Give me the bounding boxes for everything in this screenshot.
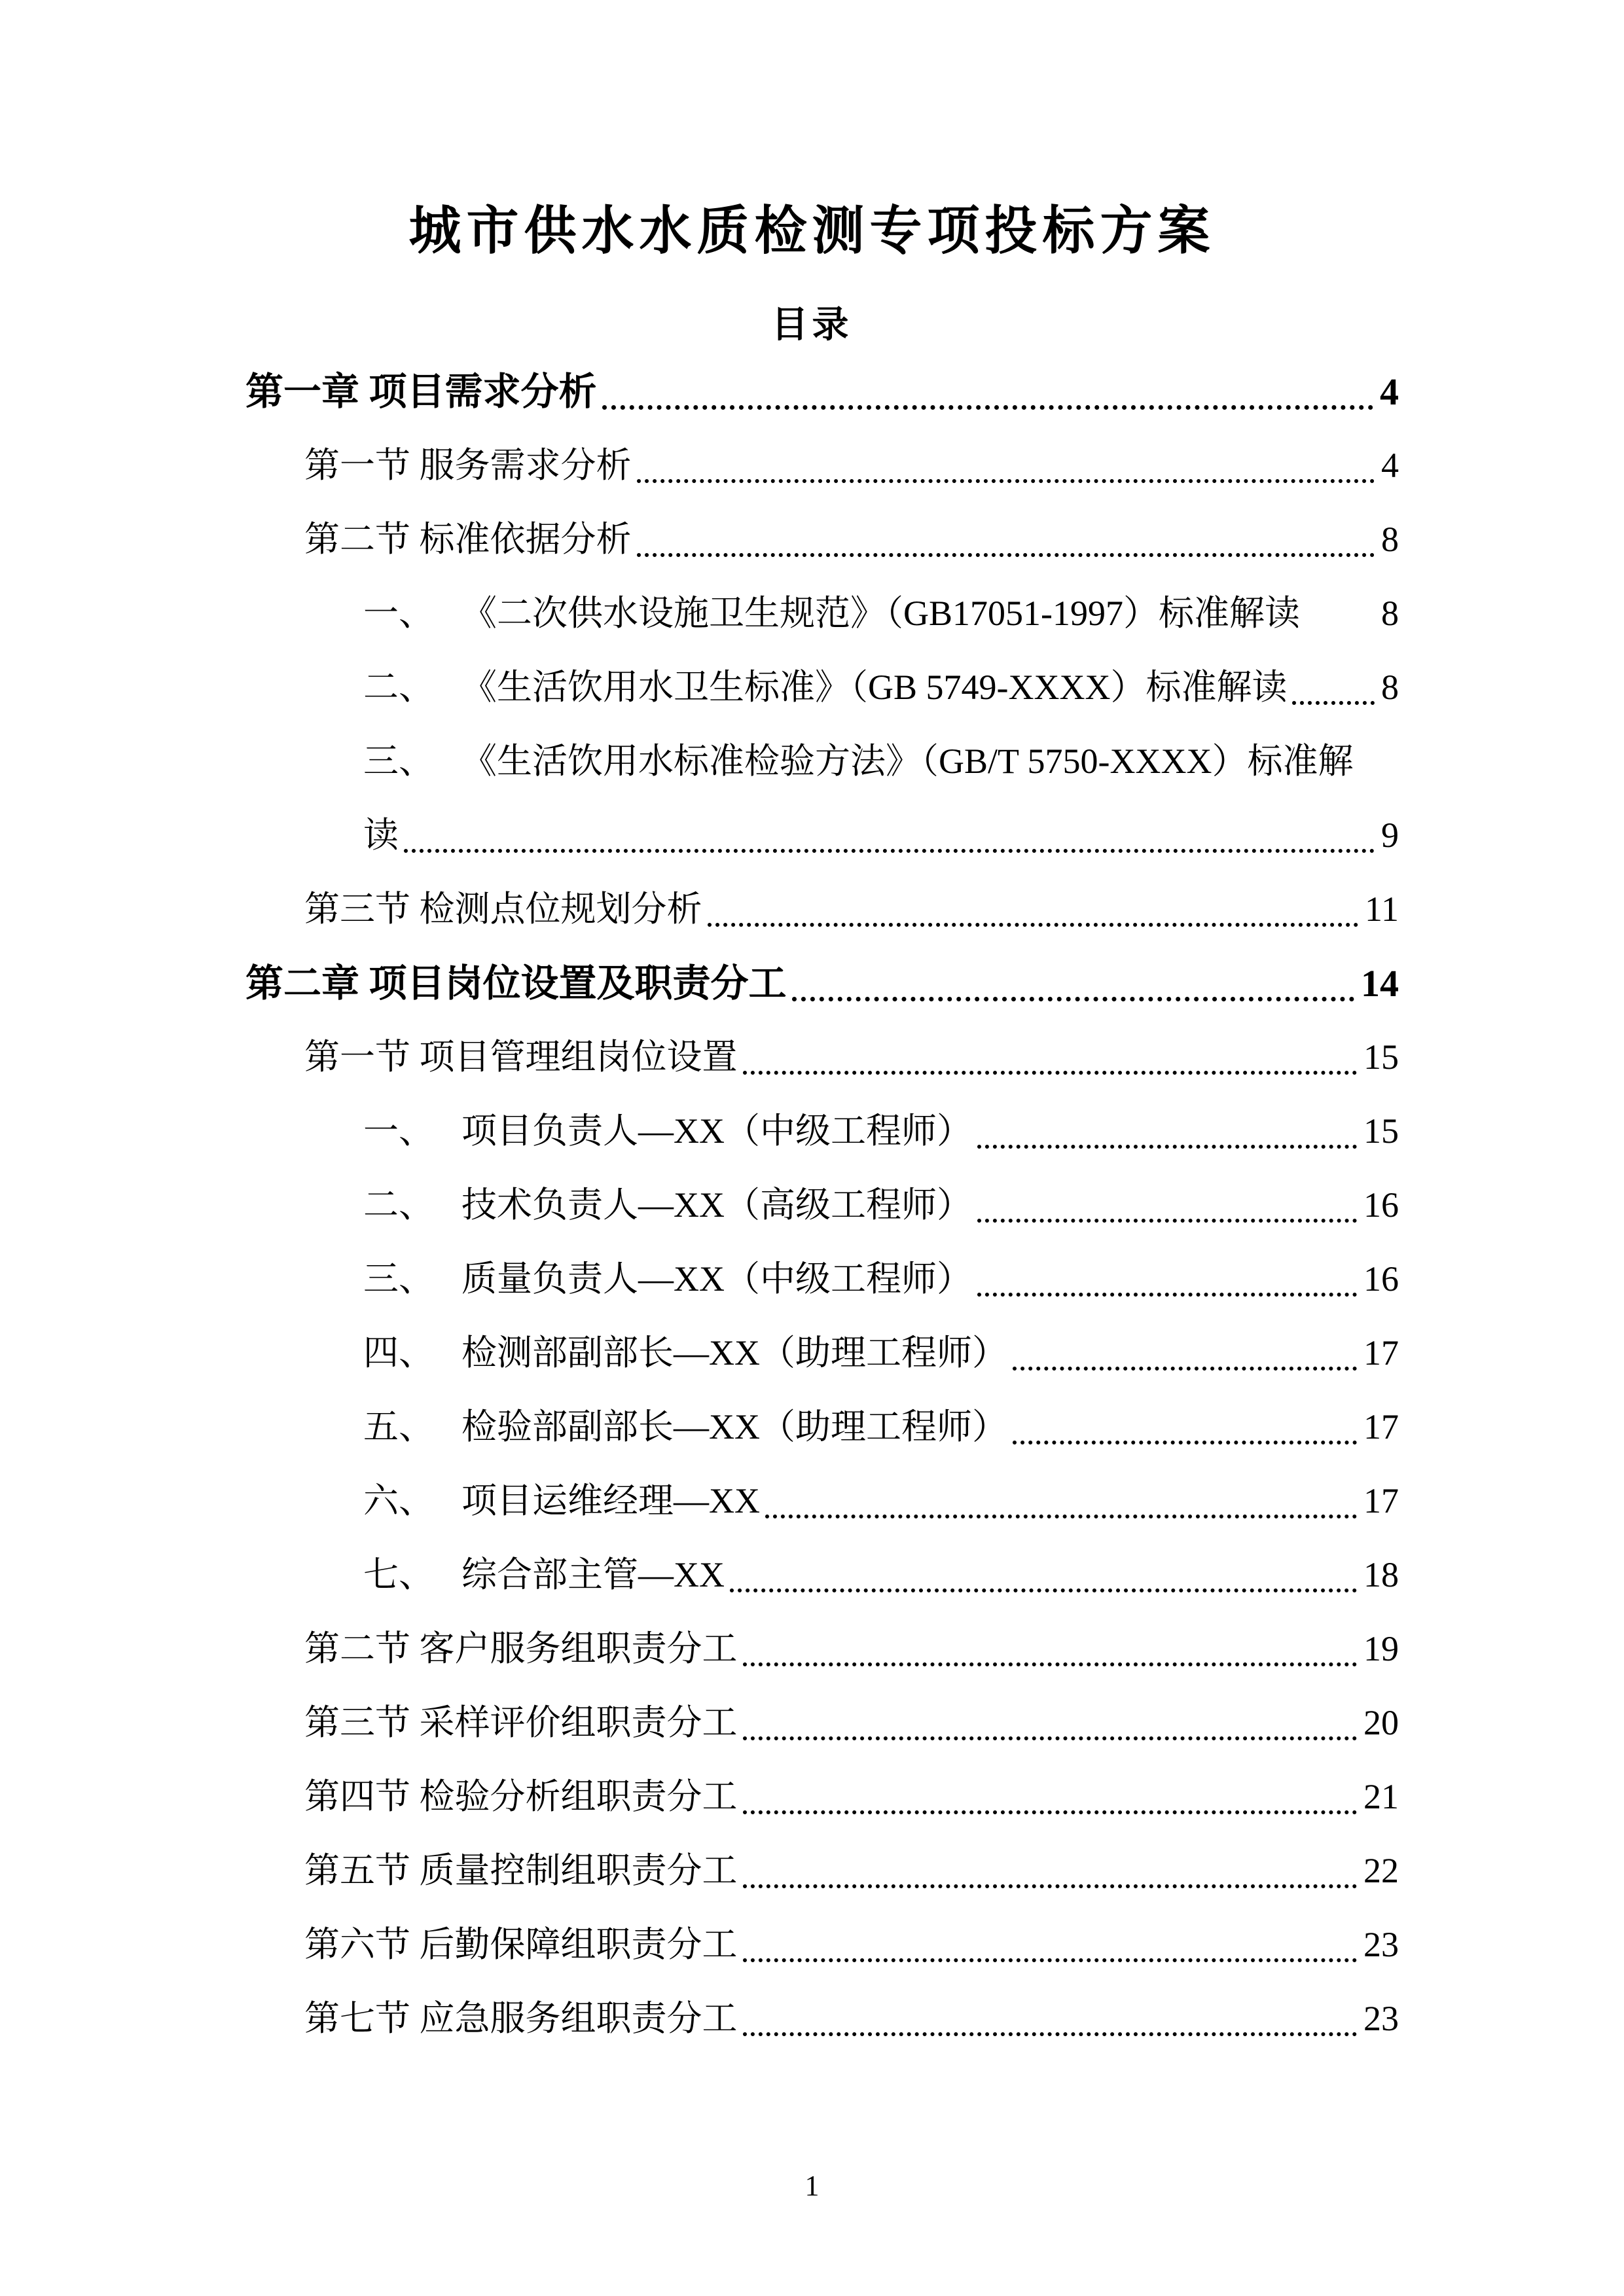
toc-entry-page-number: 23 [1363,1925,1399,1964]
toc-entry-page-number: 15 [1363,1111,1399,1151]
toc-entry-label: 第一章 项目需求分析 [245,370,597,413]
toc-heading: 目录 [771,305,853,346]
toc-entry[interactable] [245,1834,1399,1908]
toc-entry-page-number: 20 [1363,1703,1399,1742]
toc-entry-label: 第三节 采样评价组职责分工 [304,1703,738,1742]
toc-entry[interactable] [245,429,1399,503]
dot-leader [977,1094,1357,1149]
toc-entry-marker: 二、 [363,1185,434,1225]
toc-entry[interactable] [245,798,1399,872]
toc-entry-page-number: 15 [1363,1037,1399,1077]
toc-entry-label: 检测部副部长—XX（助理工程师） [461,1333,1007,1372]
toc-entry-label: 第七节 应急服务组职责分工 [304,1999,738,2038]
toc-entry[interactable] [245,725,1399,798]
dot-leader [743,1908,1358,1962]
toc-entry[interactable] [245,1242,1399,1316]
dot-leader [404,798,1375,853]
toc-entry-label: 第六节 后勤保障组职责分工 [304,1925,738,1964]
dot-leader [743,1982,1358,2036]
toc-entry-page-number: 18 [1363,1555,1399,1594]
toc-entry-page-number: 17 [1363,1333,1399,1372]
toc-entry-page-number: 14 [1361,962,1399,1005]
dot-leader [743,1020,1358,1075]
footer-page-number: 1 [804,2170,820,2202]
toc-entry[interactable] [245,651,1399,725]
toc-entry-page-number: 8 [1381,668,1399,707]
toc-entry[interactable] [245,1982,1399,2056]
toc-entry-marker: 一、 [363,1111,434,1151]
toc-entry-page-number: 17 [1363,1481,1399,1520]
toc-entry-marker: 七、 [363,1555,434,1594]
toc-entry[interactable] [245,1686,1399,1760]
toc-entry-label: 第二节 客户服务组职责分工 [304,1629,738,1668]
toc-list [245,355,1399,2056]
toc-entry-page-number: 4 [1381,446,1399,485]
toc-entry-label: 第一节 服务需求分析 [304,446,632,485]
toc-entry-marker: 六、 [363,1481,434,1520]
toc-entry-marker: 一、 [363,594,434,633]
toc-entry-marker: 四、 [363,1333,434,1372]
dot-leader [730,1538,1357,1592]
toc-entry[interactable] [245,577,1399,651]
toc-entry-page-number: 9 [1381,816,1399,855]
toc-entry-label: 第四节 检验分析组职责分工 [304,1777,738,1816]
toc-entry-marker: 三、 [363,1259,434,1299]
toc-entry-label: 第二节 标准依据分析 [304,520,632,559]
toc-entry[interactable] [245,1168,1399,1242]
toc-entry-label: 《二次供水设施卫生规范》（GB17051-1997）标准解读 [461,594,1300,633]
toc-entry-page-number: 8 [1381,594,1399,633]
dot-leader [743,1686,1358,1740]
toc-entry-page-number: 16 [1363,1185,1399,1225]
toc-entry-label: 技术负责人—XX（高级工程师） [461,1185,972,1225]
toc-entry[interactable] [245,1908,1399,1982]
toc-entry-label: 检验部副部长—XX（助理工程师） [461,1407,1007,1446]
dot-leader [637,503,1375,557]
toc-entry-marker: 三、 [363,742,434,781]
toc-entry-page-number: 19 [1363,1629,1399,1668]
toc-entry[interactable] [245,1760,1399,1834]
toc-entry-label: 质量负责人—XX（中级工程师） [461,1259,972,1299]
dot-leader [765,1464,1357,1518]
toc-entry-label: 《生活饮用水标准检验方法》（GB/T 5750-XXXX）标准解 [461,742,1354,781]
toc-entry[interactable] [245,1464,1399,1538]
dot-leader [792,946,1354,1001]
toc-entry-page-number: 22 [1363,1851,1399,1890]
dot-leader [743,1760,1358,1814]
toc-entry-page-number: 17 [1363,1407,1399,1446]
toc-entry-label: 第五节 质量控制组职责分工 [304,1851,738,1890]
dot-leader [977,1168,1357,1223]
dot-leader [977,1242,1357,1297]
dot-leader [708,872,1359,927]
toc-entry-label: 读 [363,816,399,855]
toc-entry[interactable] [245,1612,1399,1686]
toc-entry-page-number: 11 [1365,889,1399,929]
document-title: 城市供水水质检测专项投标方案 [408,203,1216,260]
toc-entry[interactable] [245,1538,1399,1612]
toc-entry-label: 第二章 项目岗位设置及职责分工 [245,962,787,1005]
toc-entry-page-number: 23 [1363,1999,1399,2038]
toc-entry-label: 第一节 项目管理组岗位设置 [304,1037,738,1077]
dot-leader [1013,1316,1357,1371]
toc-entry-marker: 五、 [363,1407,434,1446]
toc-entry-marker: 二、 [363,668,434,707]
toc-entry-page-number: 4 [1380,370,1399,413]
dot-leader [743,1612,1358,1666]
toc-entry-label: 《生活饮用水卫生标准》（GB 5749-XXXX）标准解读 [461,668,1288,707]
toc-entry[interactable] [245,872,1399,946]
toc-entry[interactable] [245,1020,1399,1094]
toc-entry-page-number: 21 [1363,1777,1399,1816]
toc-entry-page-number: 16 [1363,1259,1399,1299]
toc-entry[interactable] [245,355,1399,429]
toc-entry-label: 综合部主管—XX [461,1555,725,1594]
toc-entry[interactable] [245,946,1399,1020]
toc-entry-label: 第三节 检测点位规划分析 [304,889,702,929]
dot-leader [1013,1390,1357,1444]
toc-entry-label: 项目运维经理—XX [461,1481,760,1520]
dot-leader [1292,651,1375,705]
toc-entry[interactable] [245,1094,1399,1168]
toc-entry[interactable] [245,1316,1399,1390]
toc-entry[interactable] [245,503,1399,577]
dot-leader [637,429,1375,483]
dot-leader [743,1834,1358,1888]
dot-leader [1305,577,1375,627]
toc-entry[interactable] [245,1390,1399,1464]
toc-entry-page-number: 8 [1381,520,1399,559]
toc-entry-label: 项目负责人—XX（中级工程师） [461,1111,972,1151]
dot-leader [602,355,1373,410]
dot-leader [1359,725,1393,775]
